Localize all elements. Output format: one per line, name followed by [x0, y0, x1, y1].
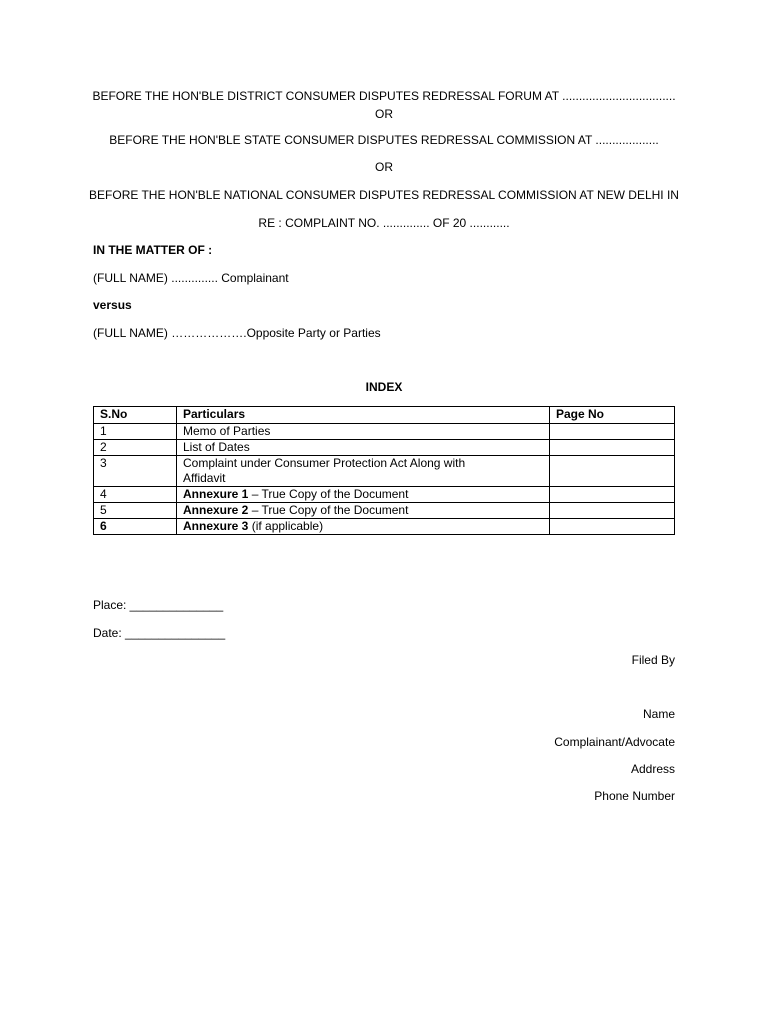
row-sno: 5: [94, 503, 177, 519]
place-line: Place: ______________: [93, 598, 224, 612]
row-sno: 4: [94, 487, 177, 503]
header-or-1: OR: [375, 107, 393, 121]
row-sno: 3: [94, 456, 177, 487]
versus-label: versus: [93, 298, 132, 312]
row-sno: 6: [94, 519, 177, 535]
table-row: [94, 503, 675, 519]
row-particulars: Complaint under Consumer Protection Act Along with Affidavit: [177, 456, 550, 487]
column-header-page-no: Page No: [550, 407, 675, 424]
index-table: [93, 406, 675, 535]
in-the-matter-heading: IN THE MATTER OF :: [93, 243, 213, 257]
row-particulars: Memo of Parties: [177, 424, 550, 440]
row-page-no: [550, 487, 675, 503]
column-header-particulars: Particulars: [177, 407, 550, 424]
index-title: INDEX: [365, 380, 403, 394]
name-label: Name: [642, 707, 675, 721]
row-particulars: Annexure 1 – True Copy of the Document: [177, 487, 550, 503]
row-page-no: [550, 424, 675, 440]
opposite-party-line: (FULL NAME) ……………….Opposite Party or Parties: [93, 326, 381, 340]
table-row: [94, 440, 675, 456]
table-row: [94, 519, 675, 535]
row-particulars: Annexure 2 – True Copy of the Document: [177, 503, 550, 519]
phone-number-label: Phone Number: [594, 789, 675, 803]
table-row: [94, 456, 675, 487]
row-page-no: [550, 440, 675, 456]
header-district-forum: BEFORE THE HON'BLE DISTRICT CONSUMER DISPUTES REDRESSAL FORUM AT ..................................: [92, 89, 676, 103]
row-page-no: [550, 456, 675, 487]
row-sno: 1: [94, 424, 177, 440]
row-particulars: Annexure 3 (if applicable): [177, 519, 550, 535]
index-header-row: [94, 407, 675, 424]
address-label: Address: [630, 762, 675, 776]
complainant-line: (FULL NAME) .............. Complainant: [93, 271, 289, 285]
row-particulars: List of Dates: [177, 440, 550, 456]
header-national-commission: BEFORE THE HON'BLE NATIONAL CONSUMER DISPUTES REDRESSAL COMMISSION AT NEW DELHI IN: [89, 188, 679, 202]
header-state-commission: BEFORE THE HON'BLE STATE CONSUMER DISPUTES REDRESSAL COMMISSION AT ...................: [109, 133, 659, 147]
table-row: [94, 424, 675, 440]
header-or-2: OR: [375, 160, 393, 174]
column-header-sno: S.No: [94, 407, 177, 424]
table-row: [94, 487, 675, 503]
complaint-number-line: RE : COMPLAINT NO. .............. OF 20 ............: [258, 216, 510, 230]
row-sno: 2: [94, 440, 177, 456]
filed-by-label: Filed By: [631, 653, 675, 667]
row-page-no: [550, 503, 675, 519]
date-line: Date: _______________: [93, 626, 226, 640]
complainant-advocate-label: Complainant/Advocate: [554, 735, 675, 749]
row-page-no: [550, 519, 675, 535]
